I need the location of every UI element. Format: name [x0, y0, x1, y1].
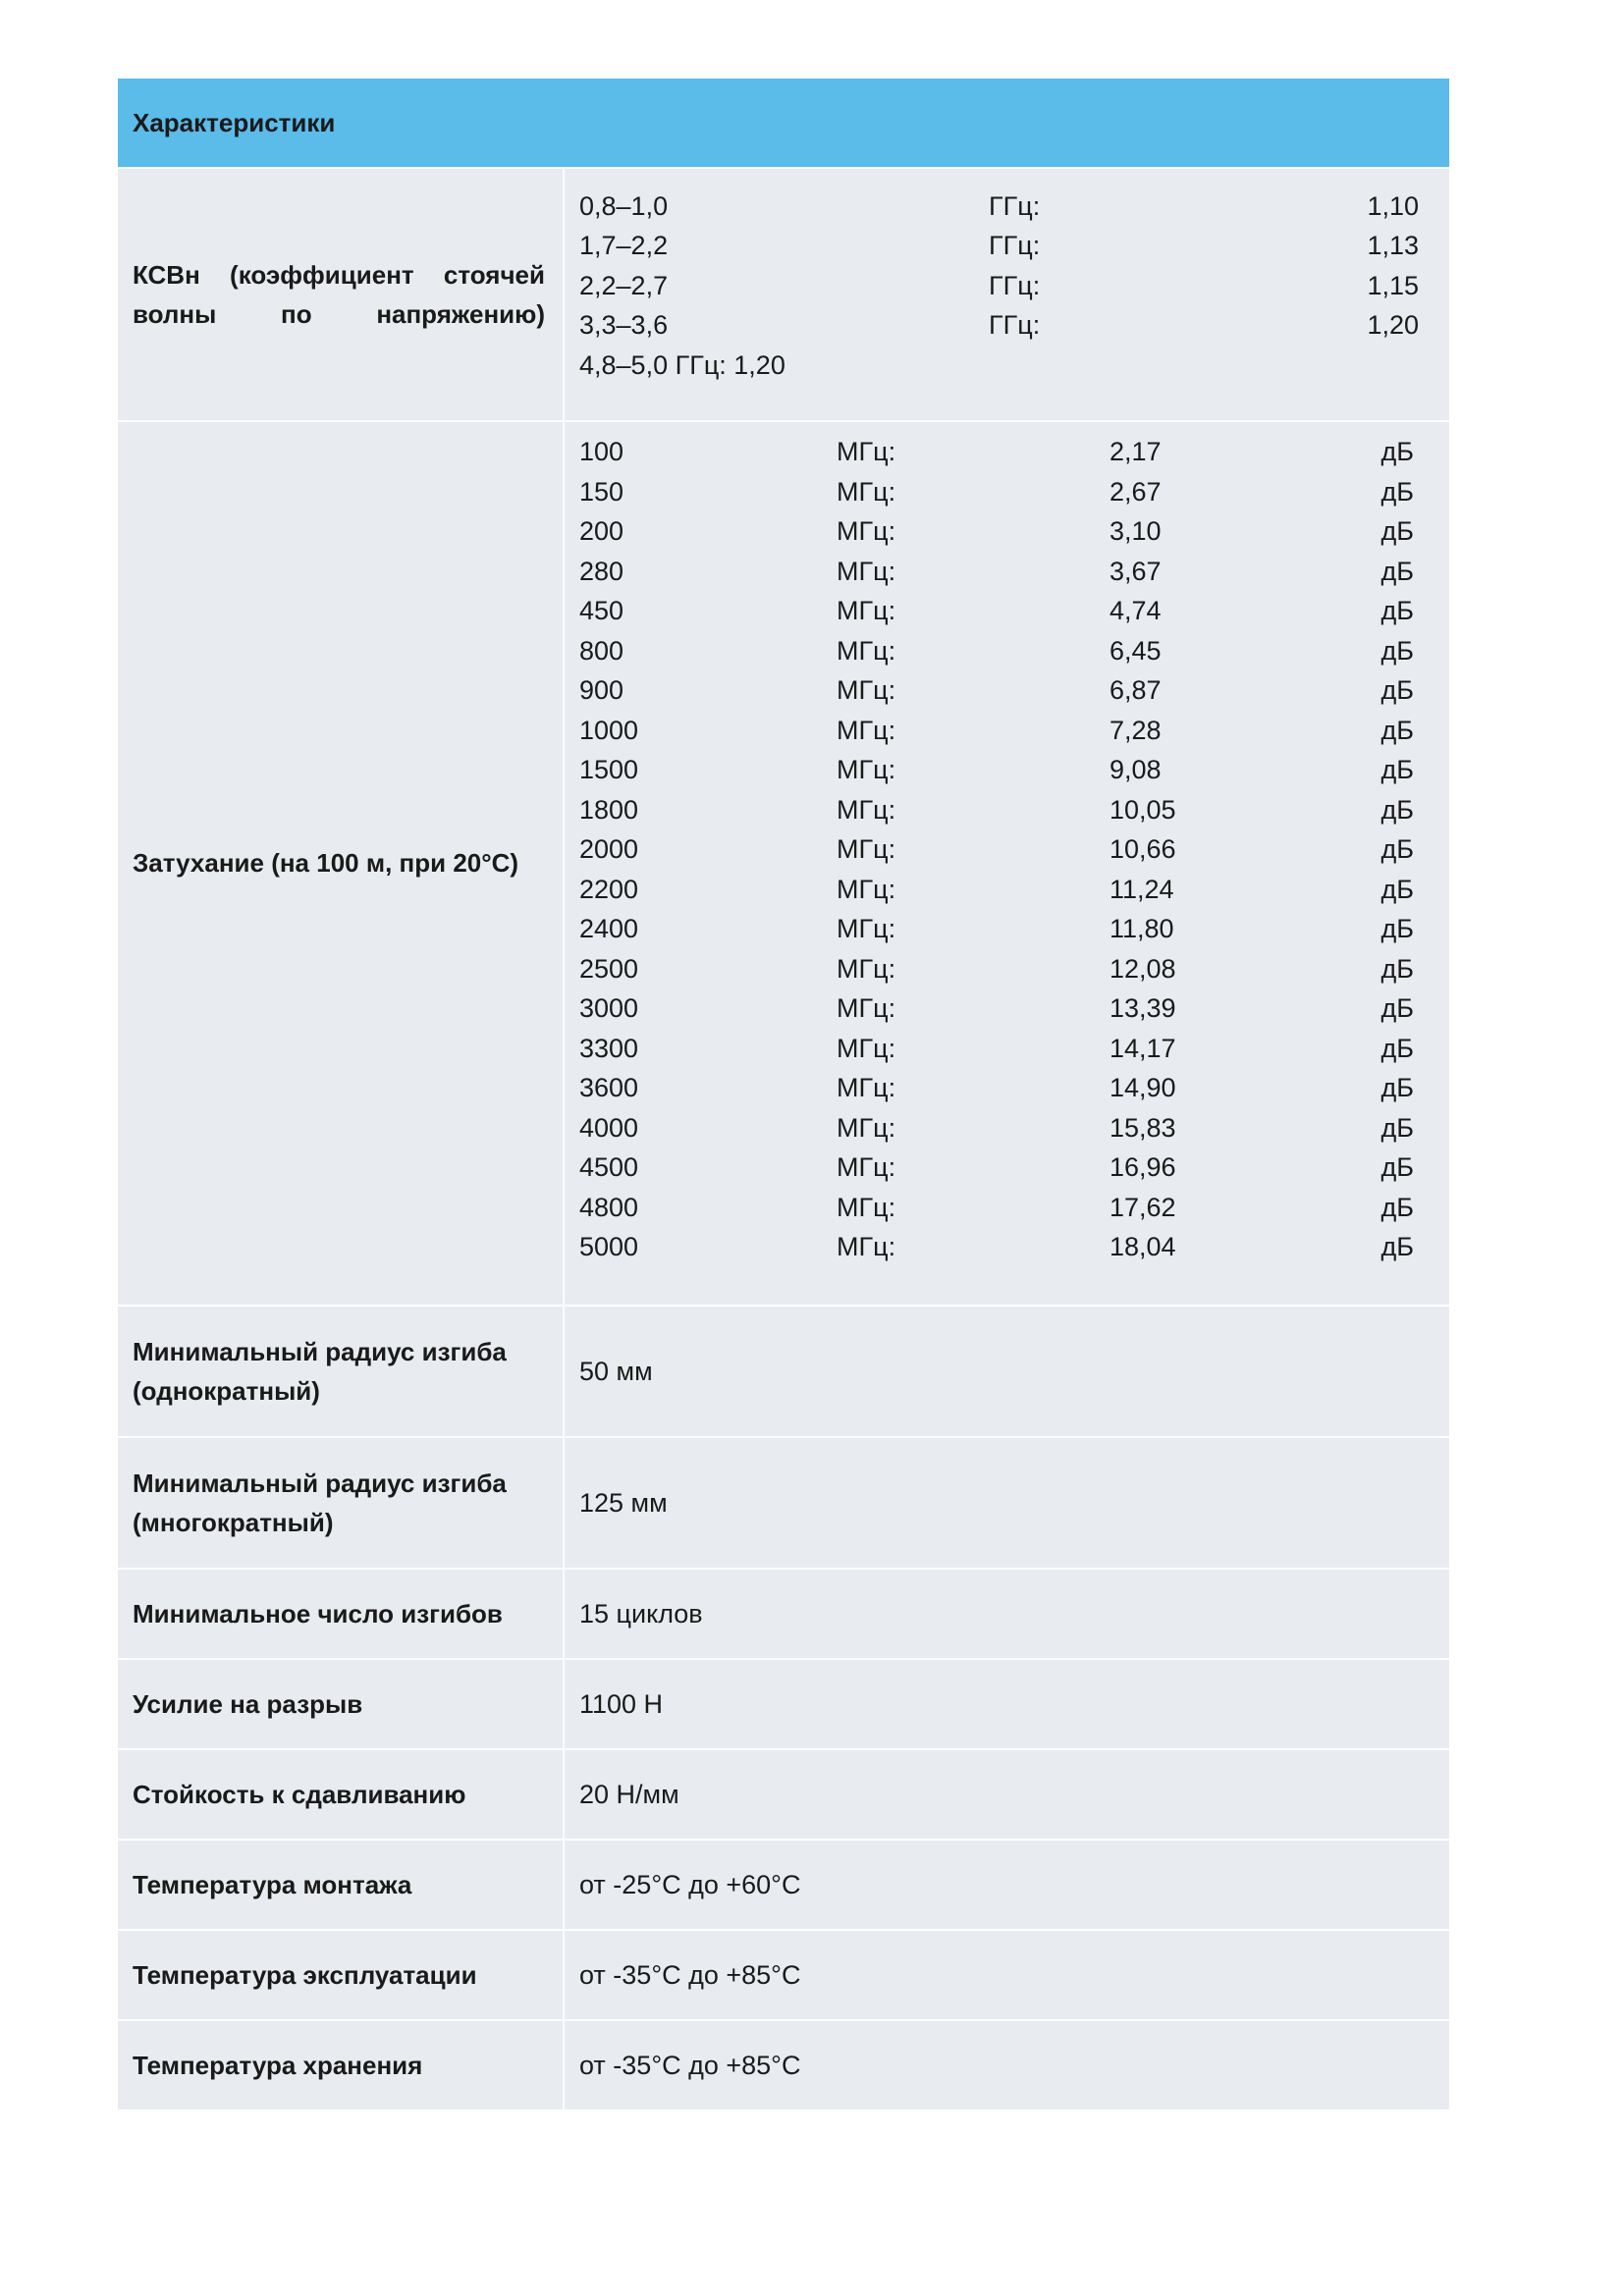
- attenuation-value: 6,45: [1110, 635, 1162, 666]
- spec-value: 15 циклов: [564, 1569, 1449, 1659]
- spec-value: 125 мм: [564, 1437, 1449, 1569]
- attenuation-unit: МГц:: [837, 437, 896, 466]
- spec-label: Минимальное число изгибов: [118, 1569, 564, 1659]
- attenuation-line: [579, 829, 1449, 870]
- attenuation-value: 7,28: [1110, 715, 1162, 745]
- attenuation-value: 12,08: [1110, 953, 1176, 984]
- attenuation-line: [579, 1227, 1449, 1267]
- attenuation-unit: МГц:: [837, 1192, 896, 1222]
- attenuation-db-unit: дБ: [1380, 715, 1414, 745]
- attenuation-value: 17,62: [1110, 1192, 1176, 1222]
- table-header: Характеристики: [118, 79, 1449, 168]
- attenuation-freq: 900: [579, 675, 624, 705]
- table-row-operating-temp: [118, 1930, 1449, 2020]
- table-row-storage-temp: [118, 2020, 1449, 2109]
- vswr-range: 1,7–2,2: [579, 231, 669, 261]
- vswr-last-text: 4,8–5,0 ГГц: 1,20: [579, 349, 785, 380]
- attenuation-db-unit: дБ: [1380, 1112, 1414, 1143]
- attenuation-unit: МГц:: [837, 1112, 896, 1143]
- spec-value: 50 мм: [564, 1306, 1449, 1437]
- vswr-unit: ГГц:: [989, 310, 1041, 341]
- vswr-label: КСВн (коэффициент стоячей волны по напряжению): [118, 168, 564, 421]
- attenuation-value: 14,90: [1110, 1073, 1176, 1102]
- attenuation-line: [579, 511, 1449, 552]
- spec-label: Усилие на разрыв: [118, 1659, 564, 1749]
- attenuation-line: [579, 988, 1449, 1029]
- attenuation-db-unit: дБ: [1380, 834, 1414, 864]
- attenuation-line: [579, 1148, 1449, 1188]
- attenuation-freq: 200: [579, 516, 624, 546]
- table-row-min-bends: [118, 1569, 1449, 1659]
- vswr-line: [579, 187, 1449, 227]
- attenuation-db-unit: дБ: [1380, 596, 1414, 625]
- vswr-range: 2,2–2,7: [579, 270, 669, 300]
- attenuation-value: 16,96: [1110, 1152, 1176, 1182]
- spec-value: 1100 Н: [564, 1659, 1449, 1749]
- spec-value: от -25°С до +60°С: [564, 1840, 1449, 1930]
- attenuation-unit: МГц:: [837, 834, 896, 864]
- attenuation-db-unit: дБ: [1380, 1192, 1414, 1222]
- attenuation-value: 4,74: [1110, 596, 1162, 625]
- table-row-crush-resistance: [118, 1749, 1449, 1840]
- attenuation-unit: МГц:: [837, 556, 896, 586]
- attenuation-value: 3,10: [1110, 516, 1162, 546]
- vswr-value: 1,13: [1367, 231, 1419, 261]
- attenuation-value: 10,66: [1110, 834, 1176, 864]
- attenuation-line: [579, 631, 1449, 671]
- table-row-bend-radius-multiple: [118, 1437, 1449, 1569]
- attenuation-line: [579, 591, 1449, 631]
- attenuation-freq: 1500: [579, 755, 639, 784]
- attenuation-line: [579, 1108, 1449, 1148]
- attenuation-freq: 4000: [579, 1112, 639, 1143]
- attenuation-db-unit: дБ: [1380, 1232, 1414, 1261]
- vswr-range: 0,8–1,0: [579, 190, 669, 221]
- attenuation-freq: 4500: [579, 1152, 639, 1182]
- attenuation-line: [579, 750, 1449, 790]
- attenuation-line: [579, 472, 1449, 512]
- attenuation-db-unit: дБ: [1380, 476, 1414, 507]
- attenuation-db-unit: дБ: [1380, 755, 1414, 784]
- attenuation-unit: МГц:: [837, 993, 896, 1023]
- attenuation-freq: 3600: [579, 1073, 639, 1102]
- attenuation-freq: 2200: [579, 874, 639, 904]
- attenuation-label: Затухание (на 100 м, при 20°С): [118, 421, 564, 1306]
- table-row-attenuation: [118, 421, 1449, 1306]
- vswr-value: 1,10: [1367, 190, 1419, 221]
- attenuation-freq: 450: [579, 596, 624, 625]
- attenuation-line: [579, 711, 1449, 751]
- attenuation-db-unit: дБ: [1380, 635, 1414, 666]
- attenuation-db-unit: дБ: [1380, 953, 1414, 984]
- spec-label: Стойкость к сдавливанию: [118, 1749, 564, 1840]
- attenuation-freq: 3300: [579, 1033, 639, 1063]
- attenuation-unit: МГц:: [837, 635, 896, 666]
- attenuation-line: [579, 909, 1449, 949]
- attenuation-value: 15,83: [1110, 1112, 1176, 1143]
- spec-label: Температура эксплуатации: [118, 1930, 564, 2020]
- attenuation-db-unit: дБ: [1380, 914, 1414, 943]
- attenuation-db-unit: дБ: [1380, 1033, 1414, 1063]
- attenuation-db-unit: дБ: [1380, 516, 1414, 546]
- attenuation-db-unit: дБ: [1380, 675, 1414, 705]
- attenuation-value: 18,04: [1110, 1232, 1176, 1261]
- attenuation-value: 2,67: [1110, 476, 1162, 507]
- attenuation-value: 11,24: [1110, 874, 1174, 904]
- attenuation-value: 6,87: [1110, 675, 1162, 705]
- attenuation-line: [579, 670, 1449, 711]
- attenuation-line: [579, 1029, 1449, 1069]
- attenuation-value: 3,67: [1110, 556, 1162, 586]
- attenuation-db-unit: дБ: [1380, 1152, 1414, 1182]
- attenuation-freq: 1800: [579, 794, 639, 825]
- spec-label: Минимальный радиус изгиба (многократный): [118, 1437, 564, 1569]
- attenuation-value: 9,08: [1110, 755, 1162, 784]
- table-row-install-temp: [118, 1840, 1449, 1930]
- characteristics-table: [118, 79, 1449, 2109]
- spec-value: от -35°С до +85°С: [564, 1930, 1449, 2020]
- attenuation-unit: МГц:: [837, 516, 896, 546]
- attenuation-line: [579, 432, 1449, 472]
- vswr-last-line: [579, 346, 1449, 386]
- attenuation-line: [579, 552, 1449, 592]
- attenuation-unit: МГц:: [837, 874, 896, 904]
- attenuation-value: 13,39: [1110, 993, 1176, 1023]
- attenuation-unit: МГц:: [837, 914, 896, 943]
- attenuation-db-unit: дБ: [1380, 794, 1414, 825]
- table-row-tensile-strength: [118, 1659, 1449, 1749]
- attenuation-unit: МГц:: [837, 715, 896, 745]
- spec-label: Температура монтажа: [118, 1840, 564, 1930]
- attenuation-line: [579, 949, 1449, 989]
- vswr-value: 1,20: [1367, 310, 1419, 341]
- attenuation-freq: 5000: [579, 1232, 639, 1261]
- vswr-line: [579, 226, 1449, 266]
- spec-label: Температура хранения: [118, 2020, 564, 2109]
- attenuation-db-unit: дБ: [1380, 993, 1414, 1023]
- attenuation-freq: 2400: [579, 914, 639, 943]
- attenuation-value: 10,05: [1110, 794, 1176, 825]
- attenuation-unit: МГц:: [837, 596, 896, 625]
- attenuation-freq: 1000: [579, 715, 639, 745]
- vswr-unit: ГГц:: [989, 190, 1041, 221]
- spec-label: Минимальный радиус изгиба (однократный): [118, 1306, 564, 1437]
- attenuation-line: [579, 790, 1449, 830]
- attenuation-unit: МГц:: [837, 1033, 896, 1063]
- table-row-bend-radius-single: [118, 1306, 1449, 1437]
- attenuation-freq: 280: [579, 556, 624, 586]
- spec-value: от -35°С до +85°С: [564, 2020, 1449, 2109]
- vswr-values: [564, 168, 1449, 421]
- spec-value: 20 Н/мм: [564, 1749, 1449, 1840]
- attenuation-freq: 4800: [579, 1192, 639, 1222]
- attenuation-line: [579, 870, 1449, 910]
- attenuation-freq: 2000: [579, 834, 639, 864]
- attenuation-unit: МГц:: [837, 476, 896, 507]
- attenuation-freq: 100: [579, 437, 624, 466]
- attenuation-value: 14,17: [1110, 1033, 1176, 1063]
- attenuation-unit: МГц:: [837, 953, 896, 984]
- attenuation-value: 2,17: [1110, 437, 1162, 466]
- attenuation-freq: 3000: [579, 993, 639, 1023]
- attenuation-value: 11,80: [1110, 914, 1174, 943]
- vswr-value: 1,15: [1367, 270, 1419, 300]
- attenuation-values: [564, 421, 1449, 1306]
- attenuation-unit: МГц:: [837, 1232, 896, 1261]
- vswr-unit: ГГц:: [989, 231, 1041, 261]
- attenuation-unit: МГц:: [837, 675, 896, 705]
- attenuation-line: [579, 1068, 1449, 1108]
- attenuation-line: [579, 1188, 1449, 1228]
- attenuation-db-unit: дБ: [1380, 437, 1414, 466]
- attenuation-unit: МГц:: [837, 794, 896, 825]
- attenuation-unit: МГц:: [837, 1152, 896, 1182]
- attenuation-db-unit: дБ: [1380, 556, 1414, 586]
- vswr-line: [579, 266, 1449, 306]
- table-row-vswr: [118, 168, 1449, 421]
- vswr-unit: ГГц:: [989, 270, 1041, 300]
- attenuation-db-unit: дБ: [1380, 1073, 1414, 1102]
- attenuation-freq: 2500: [579, 953, 639, 984]
- attenuation-freq: 150: [579, 476, 624, 507]
- attenuation-freq: 800: [579, 635, 624, 666]
- attenuation-unit: МГц:: [837, 1073, 896, 1102]
- vswr-range: 3,3–3,6: [579, 310, 669, 341]
- attenuation-unit: МГц:: [837, 755, 896, 784]
- vswr-line: [579, 305, 1449, 346]
- attenuation-db-unit: дБ: [1380, 874, 1414, 904]
